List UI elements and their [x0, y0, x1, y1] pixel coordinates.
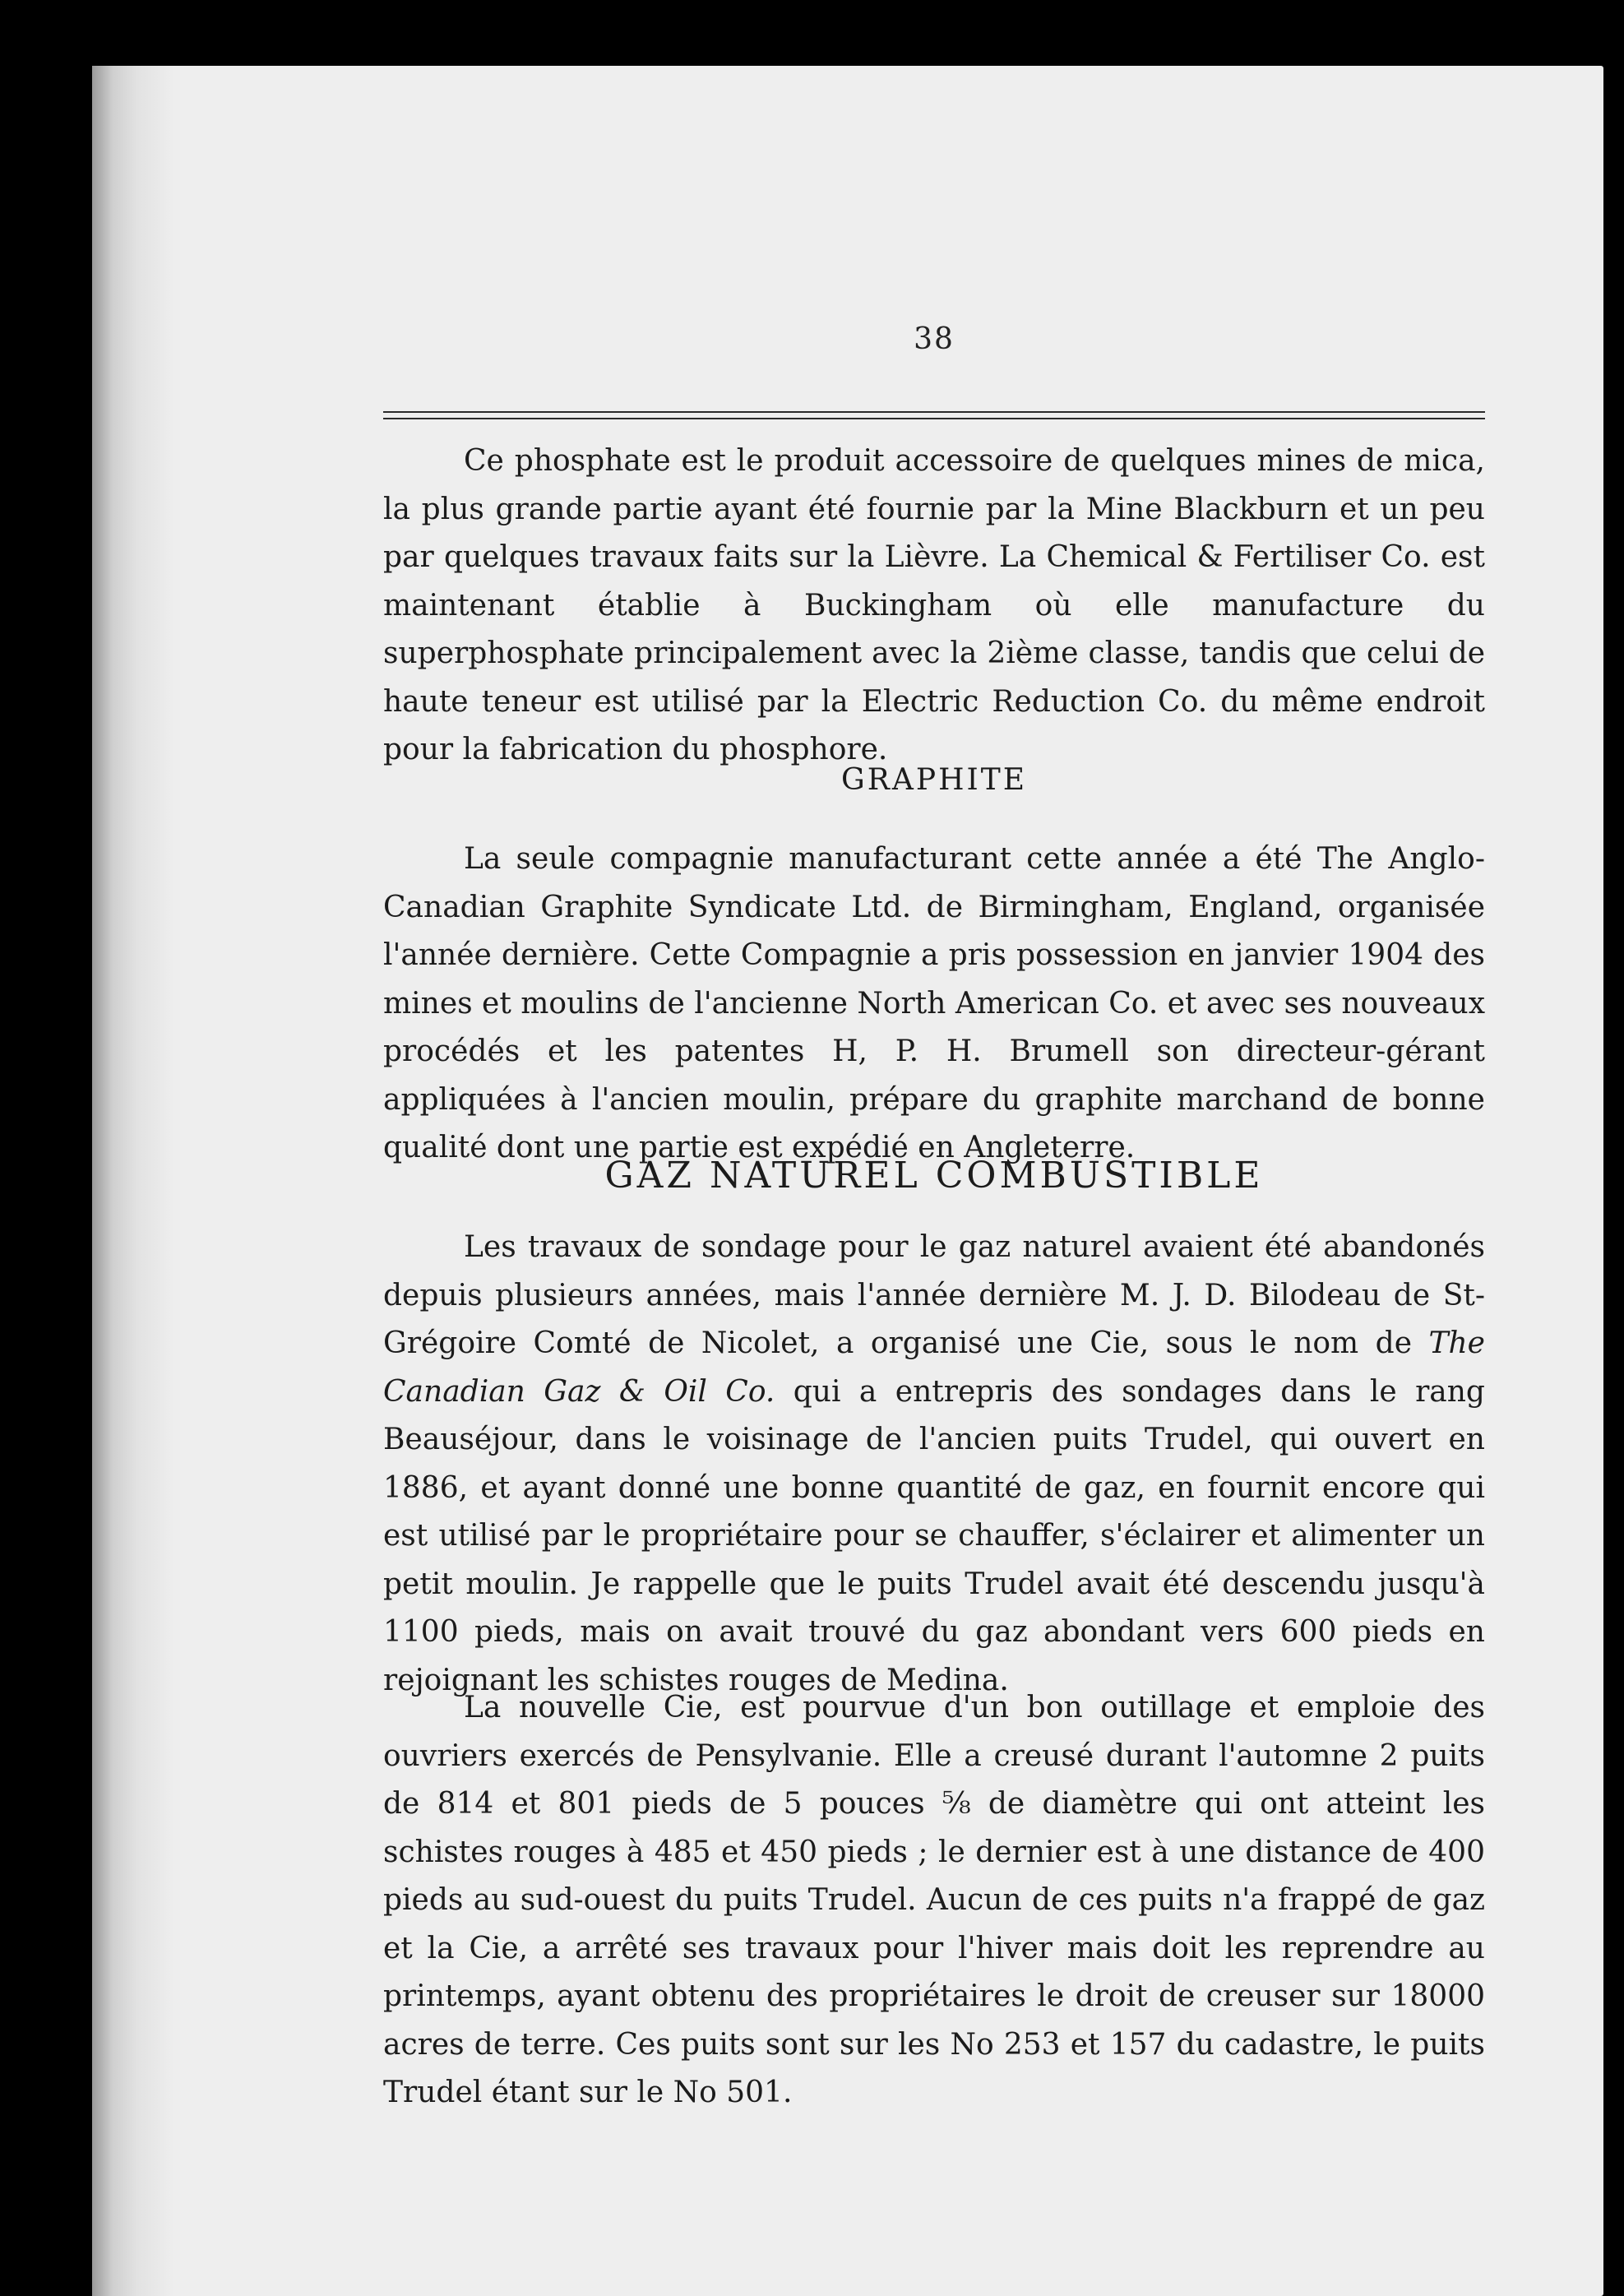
paragraph-phosphate — [383, 437, 1485, 775]
paragraph-graphite-text: La seule compagnie manufacturant cette année a été The Anglo-Canadian Graphite Syndicate Ltd. de Birmingham, England, organisée l'année dernière. Cette Compagnie a pris possession en janvier 1904 des mines et moulins de l'ancienne North American Co. et avec ses nouveaux procédés et les patentes H, P. H. Brumell son directeur-gérant appliquées à l'ancien moulin, prépare du graphite marchand de bonne qualité dont une partie est expédié en Angleterre. — [383, 842, 1485, 1164]
paragraph-gaz-text-end: qui a entrepris des sondages dans le rang Beauséjour, dans le voisinage de l'ancien puits Trudel, qui ouvert en 1886, et ayant donné une bonne quantité de gaz, en fournit encore qui est utilisé par le propriétaire pour se chauffer, s'éclairer et alimenter un petit moulin. Je rappelle que le puits Trudel avait été descendu jusqu'à 1100 pieds, mais on avait trouvé du gaz abondant vers 600 pieds en rejoignant les schistes rouges de Medina. — [383, 1374, 1485, 1697]
section-heading-gaz-naturel: GAZ NATUREL COMBUSTIBLE — [604, 1155, 1264, 1197]
header-rule-bottom — [383, 418, 1485, 419]
paragraph-phosphate-text: Ce phosphate est le produit accessoire de quelques mines de mica, la plus grande partie ayant été fournie par la Mine Blackburn et un peu par quelques travaux faits sur la Lièvre. La Chemical & Fertiliser Co. est maintenant établie à Buckingham où elle manufacture du superphosphate principalement avec la 2ième classe, tandis que celui de haute teneur est utilisé par la Electric Reduction Co. du même endroit pour la fabrication du phosphore. — [383, 444, 1485, 766]
paragraph-graphite — [383, 836, 1485, 1173]
header-rule-top — [383, 411, 1485, 413]
paragraph-cie-text: La nouvelle Cie, est pourvue d'un bon outillage et emploie des ouvriers exercés de Pensylvanie. Elle a creusé durant l'automne 2 puits de 814 et 801 pieds de 5 pouces ⅝ de diamètre qui ont atteint les schistes rouges à 485 et 450 pieds ; le dernier est à une distance de 400 pieds au sud-ouest du puits Trudel. Aucun de ces puits n'a frappé de gaz et la Cie, a arrêté ses travaux pour l'hiver mais doit les reprendre au printemps, ayant obtenu des propriétaires le droit de creuser sur 18000 acres de terre. Ces puits sont sur les No 253 et 157 du cadastre, le puits Trudel étant sur le No 501. — [383, 1691, 1485, 2109]
page-number: 38 — [914, 322, 955, 356]
paragraph-gaz-text — [383, 1224, 1485, 1705]
page-binding-edge — [92, 66, 174, 2296]
paragraph-gaz-text-start: Les travaux de sondage pour le gaz naturel avaient été abandonés depuis plusieurs années, mais l'année dernière M. J. D. Bilodeau de St-Grégoire Comté de Nicolet, a organisé une Cie, sous le nom de — [383, 1230, 1485, 1360]
paragraph-cie — [383, 1684, 1485, 2118]
paragraph-gaz — [383, 1224, 1485, 1705]
company-name: The Canadian Gaz & Oil Co. — [383, 1326, 1485, 1409]
section-heading-graphite: GRAPHITE — [841, 763, 1027, 797]
